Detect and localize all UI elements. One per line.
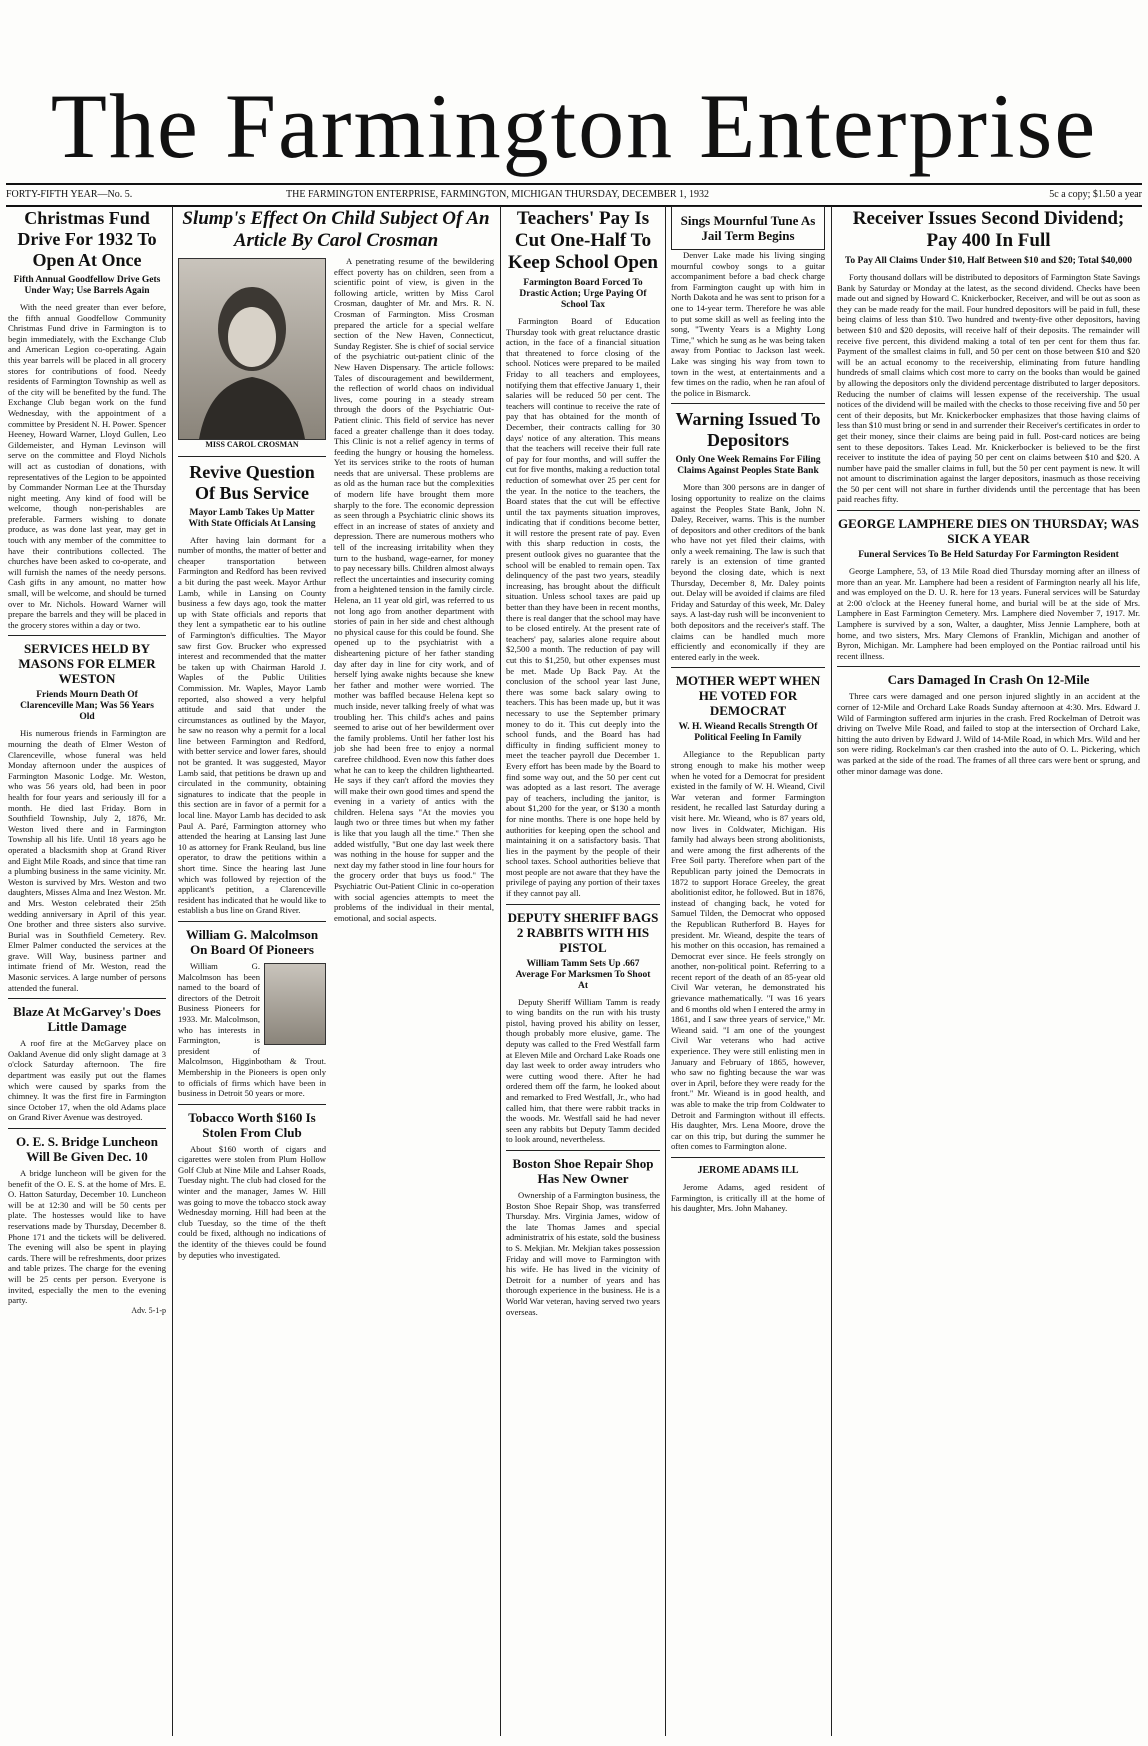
article-headline: Sings Mournful Tune As Jail Term Begins: [680, 213, 816, 243]
article-body: His numerous friends in Farmington are mourning the death of Elmer Weston of Clarenceville, whose funeral was held Monday afternoon under the auspices of Farmington Masonic Lodge. Mr. Weston, who was 56 years old, had been in poor health for four years and seriously ill for a month. He died last Friday. Born in Southfield Township, July 2, 1876, Mr. Weston lived there and in Farmington Township all his life. Until 18 years ago he operated a blacksmith shop at Grand River and Eight Mile Roads, and since that time ran a plumbing business in the same vicinity. Mr. Weston is survived by Mrs. Weston and two daughters, Misses Alma and Inez Weston. Mr. and Mrs. Weston celebrated their 25th wedding anniversary in April of this year. One brother and three sisters also survive. Burial was in Southfield Cemetery. Rev. Elmer Palmer conducted the services at the grave. Will Way, business partner and intimate friend of Mr. Weston, read the Masonic services. A large number of persons attended the funeral.: [8, 728, 166, 993]
malcolmson-photo: [264, 963, 326, 1045]
article-headline: Cars Damaged In Crash On 12-Mile: [887, 672, 1090, 688]
article-deck: Only One Week Remains For Filing Claims Against Peoples State Bank: [675, 455, 821, 477]
column-rule: [172, 206, 173, 1736]
article-headline: Blaze At McGarvey's Does Little Damage: [13, 1004, 161, 1035]
column-rule: [665, 206, 666, 1736]
dateline: [6, 183, 1142, 207]
article-body: Allegiance to the Republican party strong enough to make his mother weep when he voted for a Democrat for president existed in the family of W. H. Wieand, Civil War veteran and former Farmington resident, he recalled last Saturday during a visit here. Mr. Wieand, who is 87 years old, now lives in Coldwater, Michigan. His family had always been strong abolitionists, and were among the first adherents of the Free Soil party. Therefore when part of the Republican party joined the Democrats in 1872 to support Horace Greeley, the great abolitionist editor, he followed. But in 1876, instead of changing back, he voted for Samuel Tilden, the Democrat who opposed the Republican Rutherford B. Hayes for president. Mr. Wieand, despite the tears of his mother on this occasion, has remained a Democrat ever since. He feels strongly on another, non-political point. Referring to a recent report of the death of an 85-year old Civil War veteran, he demonstrated his grievance mathematically. "I was 16 years and 6 months old when I entered the army in 1861, and I saw three years of service," Mr. Wieand said. "I am one of the youngest Civil War veterans who had active experience. They were still enlisting men in January and February of 1865, however, who saw no fighting because the war was over in April, before they were ready for the front." Mr. Wieand is in good health, and was able to make the trip from Coldwater to Detroit and Farmington without ill effects. His daughter, Mrs. Lena Moore, drove the car on this trip, but during the summer he often comes to Farmington alone.: [671, 749, 825, 1152]
article-headline: Revive Question Of Bus Service: [189, 461, 315, 503]
article-headline: GEORGE LAMPHERE DIES ON THURSDAY; WAS SICK A YEAR: [838, 516, 1139, 547]
photo-caption: MISS CAROL CROSMAN: [205, 440, 299, 449]
article-body: Deputy Sheriff William Tamm is ready to wing bandits on the run with his trusty pistol, having proved his ability on lesser, though probably more elusive, game. The deputy was called to the Fred Westfall farm at Eleven Mile and Orchard Lake Roads one day last week to order away intruders who were cutting wood there. After he had ordered them off the farm, he looked about and remarked to Fred Westfall, Jr., who had called him, that there were rabbit tracks in the woods. Mr. Westfall said he had never seen any rabbits but Deputy Tamm decided to look around, nevertheless.: [506, 996, 660, 1145]
article-deck: Funeral Services To Be Held Saturday For Farmington Resident: [858, 550, 1119, 561]
article-deck: Farmington Board Forced To Drastic Action; Urge Paying Of School Tax: [519, 278, 647, 310]
article-deck: To Pay All Claims Under $10, Half Between $10 and $20; Total $40,000: [844, 256, 1133, 266]
article-headline: Tobacco Worth $160 Is Stolen From Club: [188, 1109, 316, 1140]
article-body: William G. Malcolmson has been named to the board of directors of the Detroit Business Pioneers for 1933. Mr. Malcolmson, who has interests in Farmington, is president of Malcolmson, Higginbotham & Trout. Membership in the Pioneers is open only to officials of firms which have been in business in Detroit 50 years or more.: [178, 960, 326, 1099]
article-headline: DEPUTY SHERIFF BAGS 2 RABBITS WITH HIS PISTOL: [507, 909, 659, 955]
article-deck: Fifth Annual Goodfellow Drive Gets Under Way; Use Barrels Again: [13, 275, 161, 296]
article-deck: Mayor Lamb Takes Up Matter With State Officials At Lansing: [188, 507, 316, 529]
article-body: Three cars were damaged and one person injured slightly in an accident at the corner of 12-Mile and Orchard Lake Roads Sunday afternoon at 4:30. Mrs. Edward J. Wild of Farmington suffered arm injuries in the crash. Fred Rockelman of Detroit was driving on Twelve Mile Road, and failed to stop at the intersection of Orchard Lake, hitting the auto driven by Edward J. Wild of 14-Mile Road, in which Mrs. Wild and her son were riding. Rockelman's car then crashed into the auto of O. L. Pickering, which was parked at the side of the road. The frames of all three cars were bent or sprung, and other minor damage was done.: [837, 691, 1140, 776]
article-body: Ownership of a Farmington business, the Boston Shoe Repair Shop, was transferred Thursday. Mrs. Virginia James, widow of the late Thomas James and special administratrix of his estate, sold the business to S. Mekjian. Mr. Mekjian takes possession Friday and will move to Farmington with his wife. He has lived in the vicinity of Detroit for a number of years and has thorough experience in the business. He is a World War veteran, having served two years overseas.: [506, 1189, 660, 1317]
article-headline: Slump's Effect On Child Subject Of An Article By Carol Crosman: [182, 208, 490, 251]
newspaper-title: The Farmington Enterprise: [50, 75, 1098, 177]
column-1: [8, 206, 166, 1736]
portrait-silhouette: [179, 259, 325, 439]
publication-date: THE FARMINGTON ENTERPRISE, FARMINGTON, MICHIGAN THURSDAY, DECEMBER 1, 1932: [286, 189, 709, 200]
article-body: More than 300 persons are in danger of losing opportunity to realize on the claims against the Peoples State Bank, John N. Daley, Receiver, warns. This is the number of depositors and other creditors of the bank who have not yet filed their claims, with only a week remaining. The law is such that rarely is an extension of time granted beyond the closing date, which is next Thursday, December 8, Mr. Daley points out. Delay will be avoided if claims are filed Friday and Saturday of this week, Mr. Daley says. A last-day rush will be inconvenient to both depositors and the receiver's staff. The claims can be handled much more efficiently and economically if they are entered early in the week.: [671, 482, 825, 662]
article-body: A penetrating resume of the bewildering effect poverty has on children, seen from a scientific point of view, is given in the following article, written by Miss Carol Crosman, daughter of Mr. and Mrs. R. N. Crosman of Farmington. Miss Crosman prepared the article for a special welfare section of the New Haven, Connecticut, Sunday Register. She is chief of social service of the psychiatric out-patient clinic of the New Haven Dispensary. The article follows: Tales of discouragement and bewilderment, the reflection of world chaos on individual lives, come pouring in a steady stream through the doors of the Psychiatric Out-Patient clinic. This field of service has never faced a greater challenge than it does today. This Clinic is not a relief agency in terms of feeding the hungry or housing the homeless. Yet its services strike to the roots of human needs that are universal. These problems are as old as the human race but the complexities of modern life have brought them more sharply to the fore. The economic depression as seen through a Psychiatric clinic shows its effect in an increase of states of anxiety and depression. There are numerous mothers who tell of the increasing irritability when they turn to the husband, wage-earner, for money to pay necessary bills. Children almost always reflect the uncertainties and insecurity coming from a heightened tension in the family circle. Helena, an 11 year old girl, was referred to us not long ago from another department with stories of pain in her side and chest although no physical cause for this could be found. She opened up to the psychiatrist with a disheartening picture of her father standing day after day in line for city work, and of herself lying awake nights because she knew her father and mother were worried. The mother was baffled because Helena kept so much inside, never talking freely of what was troubling her. This child's aches and pains seemed to arise out of her bewilderment over the family problems. Until her father lost his job she had been free to enjoy a normal carefree childhood. Even now this father does what he can to keep the children lighthearted. He says if they can't afford the movies they will make their own good times and spend the evening in a variety of antics with the children. Helena says "At the movies you laugh two or three times but when my father is like that you laugh all the time." Then she added wistfully, "But one day last week there was nothing in the house for supper and the next day my father stood in line four hours for the grocery order that buys us food." The Psychiatric Out-Patient Clinic in co-operation with social agencies attempts to meet the problems of the individual in their mental, emotional, and social aspects.: [334, 256, 494, 923]
volume-number: FORTY-FIFTH YEAR—No. 5.: [6, 189, 133, 200]
column-2: [178, 206, 494, 1736]
article-body: Forty thousand dollars will be distributed to depositors of Farmington State Savings Bank by Saturday or Monday at the latest, as the second dividend. Checks have been made out and signed by Howard C. Knickerbocker, Receiver, and will be out as soon as they can be made ready for the mail. Four hundred depositors will be paid in full, these being claims of less than $10. Two hundred and twenty-five other depositors, having between $10 and $20 deposits, will receive half of their deposits. The remainder will receive five percent, this dividend making a total of ten per cent for them thus far. Payment of the smallest claims in full, and 50 per cent on those between $10 and $20 will be an actual economy to the receivership, eliminating from future handling hundreds of small claims which cost more to carry on the books than would be gained by allowing the depositors only the dividend percentage distributed to larger depositors. Reducing the number of claims will lessen expense of the receivership. The usual notices of the dividend will be mailed with the checks to those receiving five and 50 per cent of their deposits, but Mr. Knickerbocker emphasizes that those having claims of less than $10 must bring or send in and surrender their Receiver's certificates in order to get their money, since their claims are being paid in full. Post-card notices are being sent to these depositors. Takes Lead. Mr. Knickerbocker is believed to be the first receiver to institute the idea of paying 50 per cent on claims between $10 and $20. A number have paid the smaller claims in full, but the 50 per cent payment is new. It will not amount to discrimination against the larger depositors, inasmuch as those receiving the 50 per cent will not share in further dividends until the percentage that has been paid reaches fifty.: [837, 272, 1140, 505]
portrait-block: [178, 258, 326, 1260]
article-headline: MOTHER WEPT WHEN HE VOTED FOR DEMOCRAT: [675, 673, 821, 719]
column-rule: [831, 206, 832, 1736]
article-body: A bridge luncheon will be given for the benefit of the O. E. S. at the home of Mrs. E. O. Hatton Saturday, December 10. Luncheon will be at 12:30 and will be 50 cents per plate. The hostesses would like to have reservations made by Thursday, December 8. Phone 171 and the tickets will be delivered. The evening will also be spent in playing cards. There will be refreshments, door prizes and table prizes. The charge for the evening will be 25 cents per person. Everyone is invited, especially the men to the evening party.: [8, 1168, 166, 1306]
price: 5c a copy; $1.50 a year: [1049, 189, 1142, 200]
article-body: A roof fire at the McGarvey place on Oakland Avenue did only slight damage at 3 o'clock Saturday afternoon. The fire department was easily put out the flames which were caused by sparks from the chimney. It was the first fire in Farmington since October 17, when the old Adams place on Grand River Avenue was destroyed.: [8, 1038, 166, 1123]
article-body: Denver Lake made his living singing mournful cowboy songs to a guitar accompaniment before a bad check charge from Farmington caught up with him in North Dakota and he was sent to prison for a one to 14-year term. Therefore he was able to put some skill as well as feeling into the song, "Twenty Years is a Mighty Long Time," which he sung as he was being taken away from Pontiac to Jackson last week. Lake was singing his way from town to town in the west, at entertainments and a few times on the radio, when he ran afoul of the police in Bismarck.: [671, 250, 825, 398]
adv-tag: Adv. 5-1-p: [131, 1305, 166, 1315]
article-headline: Teachers' Pay Is Cut One-Half To Keep School Open: [508, 208, 658, 273]
article-body: About $160 worth of cigars and cigarettes were stolen from Plum Hollow Golf Club at Nine Mile and Lahser Roads, Tuesday night. The club had closed for the winter and the manager, James W. Hill was going to move the tobacco stock away Wednesday morning. Hill had been at the club Tuesday, so the time of the theft could be fixed, although no indications of the identity of the thieves could be found by deputies who investigated.: [178, 1143, 326, 1260]
article-body: Farmington Board of Education Thursday took with great reluctance drastic action, in the face of a financial situation that threatened to force closing of the school. Notices were prepared to be mailed Friday to all teachers and employees, notifying them that effective January 1, their salaries will be reduced 50 per cent. The teachers will continue to receive the rate of pay that has obtained for the month of December, their contracts calling for 30 days' notice of any alteration. This means that the teachers will receive their full rate of pay for four months, and will suffer the cut for five months, making a reduction total reduction of somewhat over 25 per cent for the year. In the notice to the teachers, the Board states that the cut will be effective until the tax payments situation improves, indicating that if conditions become better, it will restore the present rate of pay. Even with this sharp reduction in costs, the present outlook gives no guarantee that the school will be enabled to remain open. Tax delinquency of the past two years, steadily increasing, has brought about the difficult situation. Unless school taxes are paid up better than they have been in recent months, there is real danger that the school may have to be closed entirely. At the present rate of teachers' pay, salaries alone require about $2,500 a month. The reduction of pay will cut this to $1,250, but other expenses must be met. Made Up Back Pay. At the conclusion of the school year last June, there was some back salary owing to teachers. This has been made up, but it was necessary to use the September primary money to do it. This cut deeply into the school funds, and the Board has had difficulty in finding sufficient money to meet the teacher payroll due December 1. Every effort has been made by the Board to find some way out, and the 50 per cent cut was adopted as a last resort. The average pay of teachers, including the janitor, is about $1,200 for the year, or $130 a month for nine months. There is one hope held by authorities for keeping open the school and maintaining it on a satisfactory basis. That lies in the payment by the people of their school taxes. School authorities believe that most people are not aware that they have the privilege of paying any portion of their taxes if they cannot pay all.: [506, 316, 660, 899]
column-4: [671, 206, 825, 1736]
article-body: With the need greater than ever before, the fifth annual Goodfellow Community Christmas Fund drive in Farmington is to begin immediately, with the Exchange Club and American Legion co-operating. Again this year barrels will be placed in all grocery stores for contributions of food. Needy residents of Farmington Township as well as of the city will be benefited by the fund. The Exchange Club began work on the fund Wednesday, with the appointment of a committee by President N. H. Power. Spencer Heeney, Howard Warner, Lloyd Gullen, Leo Gildemeister, and Hyman Levinson will serve on the committee and Floyd Nichols will act as custodian of donations, with representatives of the Legion to be appointed by Commander Norman Lee at the Thursday night meeting. Any kind of food will be welcome, though non-perishables are preferable. Farmers wishing to donate produce, as was done last year, may get in touch with any member of the committee to have their contributions collected. The churches have been asked to co-operate, and will furnish the names of the needy persons. Cash gifts in any amount, no matter how small, will be welcome, and should be turned over to Mr. Nichols. Howard Warner will prepare the barrels and they will be placed in the grocery stores within a day or two.: [8, 302, 166, 630]
article-body: Jerome Adams, aged resident of Farmington, is critically ill at the home of his daughter, Mrs. John Mahaney.: [671, 1181, 825, 1214]
article-headline: Receiver Issues Second Dividend; Pay 400 In Full: [852, 208, 1125, 251]
article-headline: JEROME ADAMS ILL: [697, 1164, 799, 1176]
article-headline: Boston Shoe Repair Shop Has New Owner: [512, 1155, 654, 1186]
article-headline: O. E. S. Bridge Luncheon Will Be Given Dec. 10: [16, 1134, 158, 1164]
column-5: [837, 206, 1140, 1736]
article-headline: Warning Issued To Depositors: [675, 409, 821, 451]
article-headline: SERVICES HELD BY MASONS FOR ELMER WESTON: [18, 641, 156, 687]
article-headline: William G. Malcolmson On Board Of Pioneers: [185, 926, 319, 957]
column-3: [506, 206, 660, 1736]
column-rule: [500, 206, 501, 1736]
masthead: [0, 70, 1148, 182]
article-deck: W. H. Wieand Recalls Strength Of Political Feeling In Family: [678, 722, 818, 744]
article-deck: Friends Mourn Death Of Clarenceville Man; Was 56 Years Old: [20, 690, 154, 723]
article-body: George Lamphere, 53, of 13 Mile Road died Thursday morning after an illness of more than an year. Mr. Lamphere had been a resident of Farmington nearly all his life, and was employed on the D. U. R. here for 13 years. Funeral services will be Saturday at 2:00 o'clock at the Heeney funeral home, and burial will be at the side of Mrs. Lamphere in East Farmington Cemetery. Mrs. Lamphere died November 7, 1917. Mr. Lamphere is survived by a son, Walter, a daughter, Miss Jennie Lamphere, both at home, and two sisters, Mrs. Mary Clemons of Franklin, Michigan and another of Byron, Michigan. Mr. Lamphere had been employed on the Pontiac railroad until his recent illness.: [837, 566, 1140, 661]
portrait-photo: [178, 258, 326, 440]
boxed-headline: [671, 206, 825, 250]
article-body: After having lain dormant for a number of months, the matter of better and cheaper transportation between Farmington and Redford has been revived a bit during the past week. Mayor Arthur Lamb, while in Lansing on County business a few days ago, took the matter up with State officials and reports that they lent a sympathetic ear to his outline of Farmington's difficulties. The Mayor saw first Gov. Brucker who expressed interest and recommended that the matter be taken up with Chairman Harold J. Waples of the Public Utilities Commission. Mr. Waples, Mayor Lamb reported, also showed a very helpful attitude and said that under the circumstances as outlined by the Mayor, he saw no reason why a permit for a local line between Farmington and Redford, with better service and lower fares, should not be granted. It was suggested, Mayor Lamb said, that petitions be drawn up and circulated in the community, obtaining signatures to indicate that the people in this section are in favor of a permit for a local line. Mayor Lamb has decided to ask Paul A. Paré, Farmington attorney who attended the hearing at Lansing last June 10 as attorney for Frank Reuland, bus line operator, to draw the petitions within a short time. Since the hearing last June which was followed by rejection of the applicant's petition, a Clarenceville resident has indicated that he would like to establish a bus line on Grand River.: [178, 534, 326, 916]
article-headline: Christmas Fund Drive For 1932 To Open At Once: [17, 208, 157, 270]
article-deck: William Tamm Sets Up .667 Average For Marksmen To Shoot At: [515, 958, 651, 991]
